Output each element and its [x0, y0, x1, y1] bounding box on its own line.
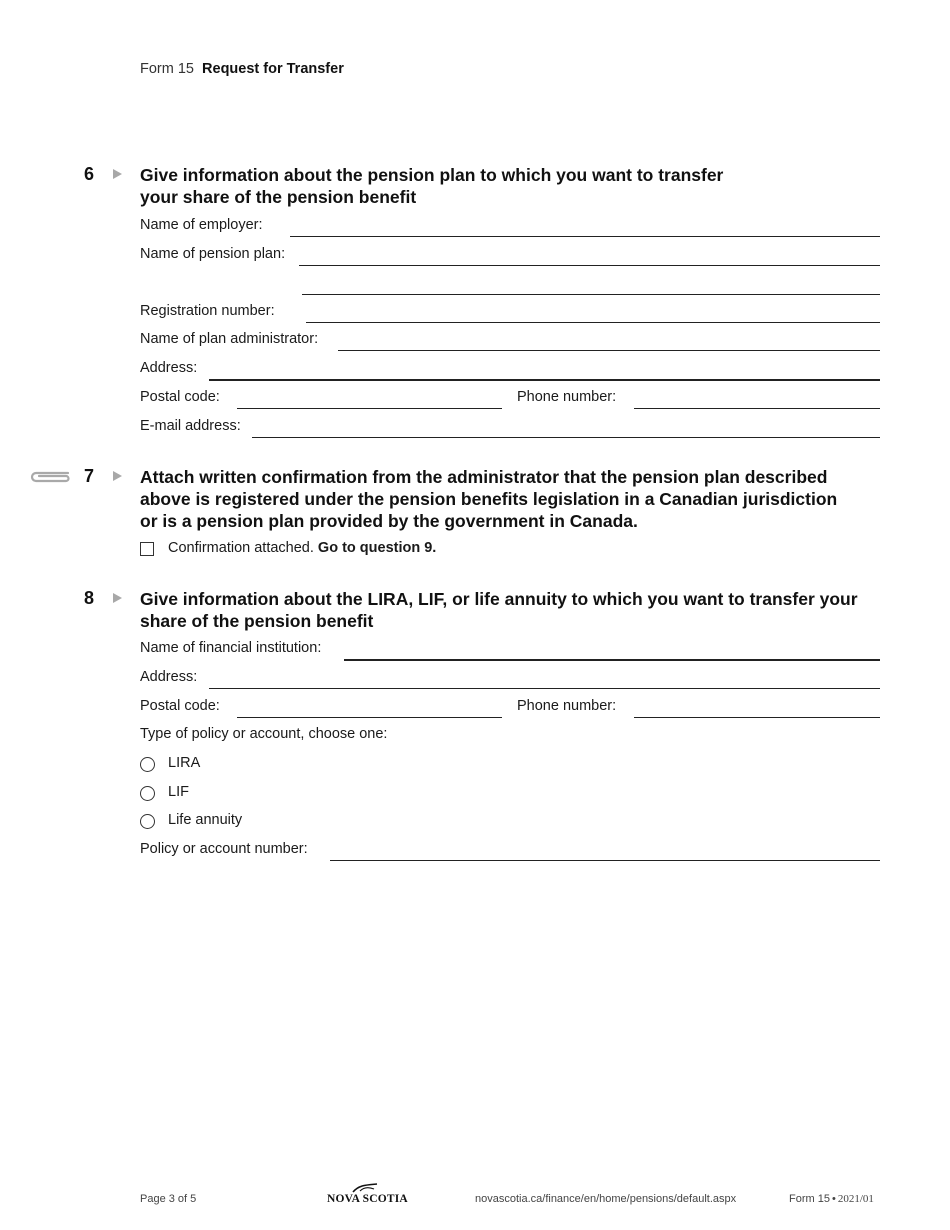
- footer-separator: •: [831, 1193, 836, 1205]
- policy-number-label: Policy or account number:: [140, 841, 308, 857]
- institution-address-label: Address:: [140, 669, 198, 685]
- triangle-right-icon: [113, 593, 122, 603]
- question-7-number: 7: [84, 466, 95, 486]
- institution-phone-field[interactable]: [634, 717, 880, 718]
- footer-form: Form 15: [789, 1193, 830, 1205]
- confirmation-text: Confirmation attached.: [168, 540, 314, 556]
- page-header: [140, 61, 344, 77]
- employer-field[interactable]: [290, 236, 880, 237]
- logo-text: NOVA SCOTIA: [327, 1193, 408, 1205]
- financial-institution-field[interactable]: [344, 659, 880, 661]
- registration-number-field[interactable]: [306, 322, 880, 323]
- question-8-text: Give information about the LIRA, LIF, or life annuity to which you want to transfer your share of the pension benefit: [140, 589, 858, 631]
- plan-administrator-field[interactable]: [338, 350, 880, 351]
- financial-institution-label: Name of financial institution:: [140, 640, 322, 656]
- question-8-number: 8: [84, 588, 95, 608]
- triangle-right-icon: [113, 169, 122, 179]
- radio-lif-label: LIF: [168, 784, 189, 800]
- plan-administrator-label: Name of plan administrator:: [140, 331, 319, 347]
- nova-scotia-logo: [327, 1183, 407, 1207]
- form-title: Request for Transfer: [202, 61, 344, 77]
- pension-plan-field-line-2[interactable]: [302, 294, 880, 295]
- footer-url[interactable]: novascotia.ca/finance/en/home/pensions/default.aspx: [475, 1193, 737, 1205]
- institution-postal-code-field[interactable]: [237, 717, 502, 718]
- phone-number-field[interactable]: [634, 408, 880, 409]
- address-label: Address:: [140, 360, 198, 376]
- question-6-text: Give information about the pension plan to which you want to transfer your share of the pension benefit: [140, 165, 724, 207]
- radio-life-annuity-label: Life annuity: [168, 812, 243, 828]
- radio-life-annuity[interactable]: [140, 814, 155, 829]
- policy-type-prompt: Type of policy or account, choose one:: [140, 726, 388, 742]
- page-number: Page 3 of 5: [140, 1193, 197, 1205]
- radio-lira[interactable]: [140, 757, 155, 772]
- confirmation-label: [168, 540, 436, 556]
- phone-number-label: Phone number:: [517, 389, 617, 405]
- confirmation-checkbox[interactable]: [140, 542, 154, 556]
- pension-plan-field[interactable]: [299, 265, 880, 266]
- email-field[interactable]: [252, 437, 880, 438]
- email-label: E-mail address:: [140, 418, 241, 434]
- employer-label: Name of employer:: [140, 217, 263, 233]
- institution-postal-code-label: Postal code:: [140, 698, 220, 714]
- registration-number-label: Registration number:: [140, 303, 275, 319]
- address-field[interactable]: [209, 379, 880, 381]
- institution-phone-label: Phone number:: [517, 698, 617, 714]
- question-6-number: 6: [84, 164, 95, 184]
- paperclip-icon: [28, 469, 72, 485]
- confirmation-instruction: Go to question 9.: [317, 540, 437, 556]
- postal-code-label: Postal code:: [140, 389, 220, 405]
- footer-form-info: [789, 1193, 874, 1205]
- pension-plan-label: Name of pension plan:: [140, 246, 286, 262]
- logo-emblem: [352, 1183, 378, 1193]
- question-7-text: Attach written confirmation from the administrator that the pension plan described above is registered under the pension benefits legislation in a Canadian jurisdiction or is a pension plan provided by the government in Canada.: [140, 467, 838, 531]
- radio-lira-label: LIRA: [168, 755, 201, 771]
- form-number: Form 15: [140, 61, 194, 77]
- triangle-right-icon: [113, 471, 122, 481]
- radio-lif[interactable]: [140, 786, 155, 801]
- footer-date: 2021/01: [837, 1193, 874, 1205]
- policy-number-field[interactable]: [330, 860, 880, 861]
- institution-address-field[interactable]: [209, 688, 880, 689]
- postal-code-field[interactable]: [237, 408, 502, 409]
